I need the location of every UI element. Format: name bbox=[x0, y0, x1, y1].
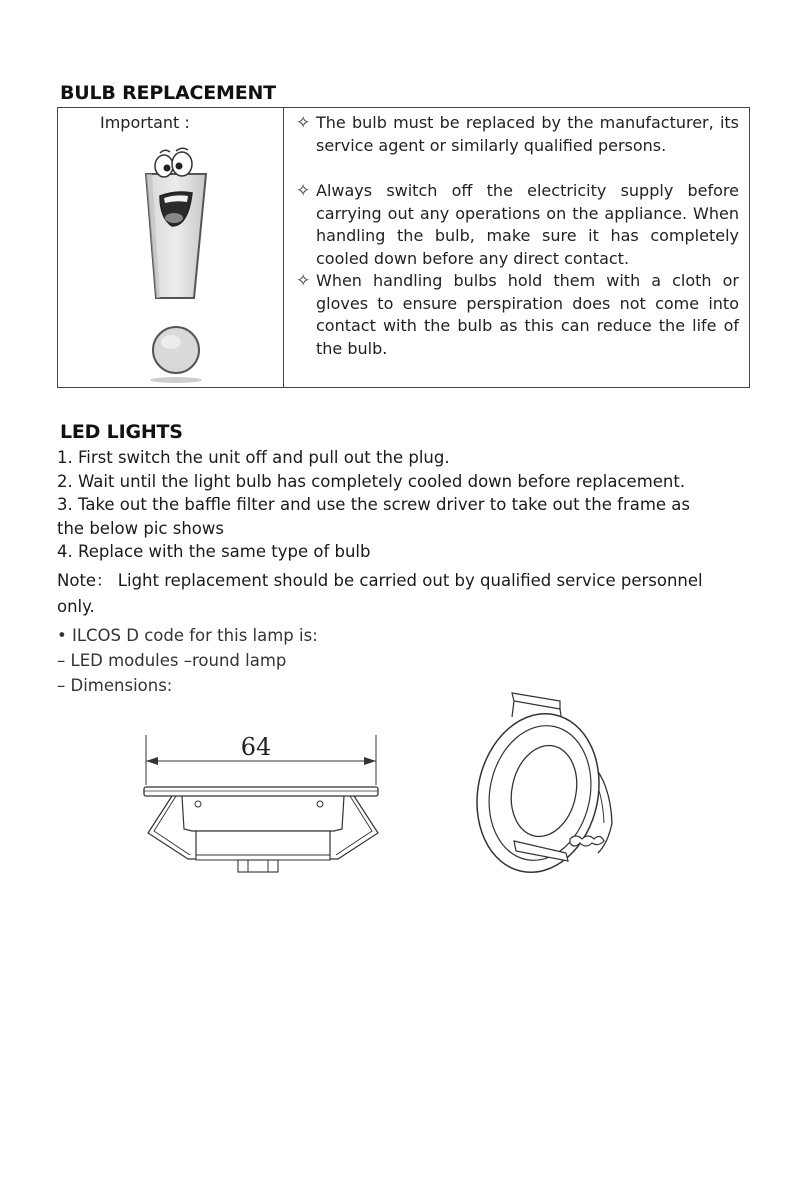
led-lights-heading: LED LIGHTS bbox=[60, 421, 183, 443]
step-item: 2. Wait until the light bulb has completely cooled down before replacement. bbox=[57, 471, 686, 491]
steps-list bbox=[57, 446, 757, 564]
lamp-side-view-diagram bbox=[138, 725, 388, 885]
note bbox=[57, 568, 757, 620]
lamp-perspective-diagram bbox=[470, 683, 620, 883]
dimensions-label: – Dimensions: bbox=[57, 676, 173, 695]
exclamation-mascot-icon bbox=[138, 138, 218, 383]
step-item: 3. Take out the baffle filter and use the screw driver to take out the frame as the below pic shows bbox=[57, 495, 691, 538]
important-label: Important : bbox=[100, 113, 190, 132]
step-item: 4. Replace with the same type of bulb bbox=[57, 542, 371, 561]
lamp-specs bbox=[57, 623, 757, 698]
star-bullet-icon: ✧ bbox=[296, 271, 311, 291]
important-cell bbox=[58, 108, 284, 387]
warning-bullet: ✧ Always switch off the electricity supply before carrying out any operations on the appliance. When handling the bulb, make sure it has completely cooled down before any direct contact. bbox=[296, 181, 739, 268]
warning-bullet: ✧ When handling bulbs hold them with a cloth or gloves to ensure perspiration does not come into contact with the bulb as this can reduce the life of the bulb. bbox=[296, 271, 739, 358]
note-text: Note： Light replacement should be carried out by qualified service personnel only. bbox=[57, 571, 703, 616]
dimension-value: 64 bbox=[240, 733, 272, 761]
star-bullet-icon: ✧ bbox=[296, 181, 311, 201]
step-item: 1. First switch the unit off and pull out the plug. bbox=[57, 448, 450, 467]
star-bullet-icon: ✧ bbox=[296, 113, 311, 133]
warning-bullet: ✧ The bulb must be replaced by the manufacturer, its service agent or similarly qualified persons. bbox=[296, 113, 739, 155]
instructions-cell bbox=[284, 108, 749, 387]
important-table bbox=[57, 107, 750, 388]
module-type-line: – LED modules –round lamp bbox=[57, 651, 287, 670]
ilcos-code-line: • ILCOS D code for this lamp is: bbox=[57, 626, 318, 645]
bulb-replacement-heading: BULB REPLACEMENT bbox=[60, 82, 276, 104]
